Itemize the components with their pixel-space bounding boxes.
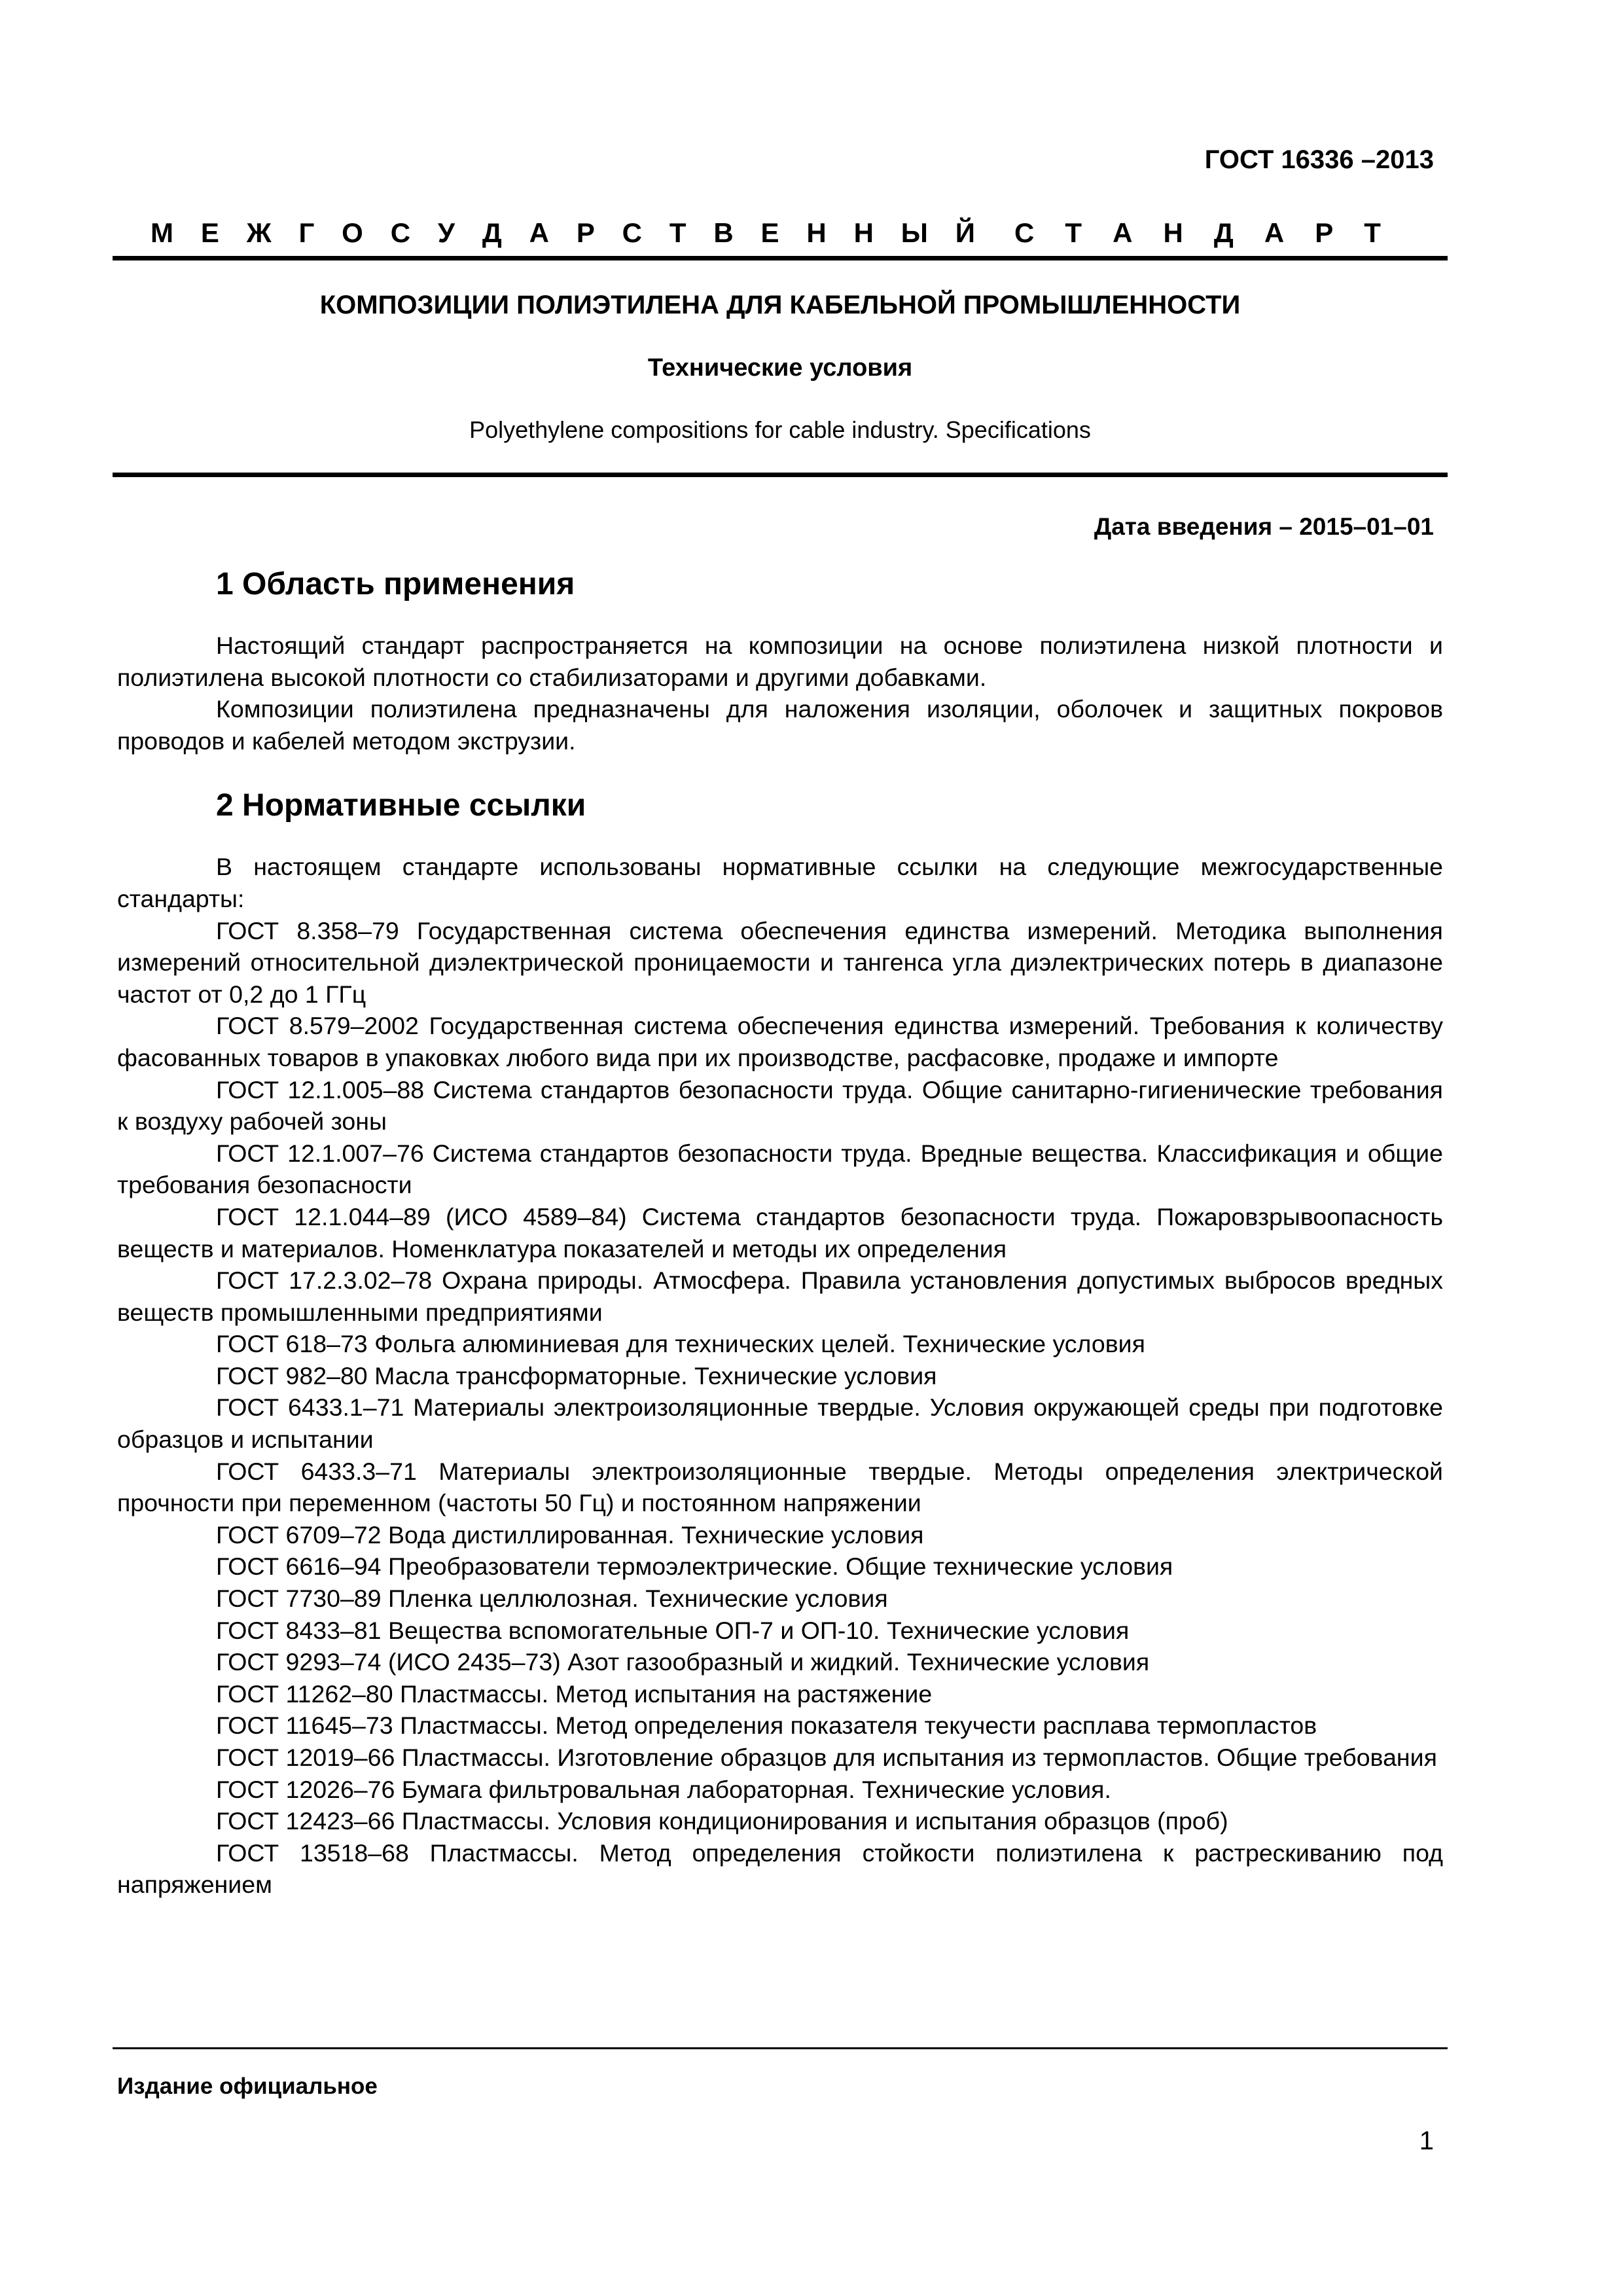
reference-item: ГОСТ 982–80 Масла трансформаторные. Технические условия xyxy=(216,1361,937,1390)
standard-kind-word1: М Е Ж Г О С У Д А Р С Т В Е Н Н Ы Й xyxy=(151,217,975,248)
reference-item: ГОСТ 12026–76 Бумага фильтровальная лабораторная. Технические условия. xyxy=(216,1775,1111,1803)
document-title: КОМПОЗИЦИИ ПОЛИЭТИЛЕНА ДЛЯ КАБЕЛЬНОЙ ПРОМЫШЛЕННОСТИ xyxy=(319,291,1241,319)
document-body xyxy=(117,564,1443,1901)
reference-item: ГОСТ 12019–66 Пластмассы. Изготовление образцов для испытания из термопластов. Общие требования xyxy=(216,1744,1437,1771)
reference-item: ГОСТ 11645–73 Пластмассы. Метод определения показателя текучести расплава термопластов xyxy=(216,1712,1317,1740)
reference-item: ГОСТ 9293–74 (ИСО 2435–73) Азот газообразный и жидкий. Технические условия xyxy=(216,1648,1150,1676)
standard-kind-word2: С Т А Н Д А Р Т xyxy=(1014,217,1381,248)
english-title: Polyethylene compositions for cable industry. Specifications xyxy=(469,416,1091,443)
reference-item: ГОСТ 6709–72 Вода дистиллированная. Технические условия xyxy=(216,1520,924,1549)
header-rule-top xyxy=(113,256,1448,260)
page-number: 1 xyxy=(1419,2126,1434,2155)
reference-item: ГОСТ 13518–68 Пластмассы. Метод определения стойкости полиэтилена к растрескиванию под напряжением xyxy=(117,1839,1443,1899)
reference-item: ГОСТ 12.1.007–76 Система стандартов безопасности труда. Вредные вещества. Классификация и общие требования безопасности xyxy=(117,1139,1443,1199)
reference-item: ГОСТ 6433.3–71 Материалы электроизоляционные твердые. Методы определения электрической прочности при переменном (частоты 50 Гц) и постоянном напряжении xyxy=(117,1457,1443,1517)
reference-item: ГОСТ 12423–66 Пластмассы. Условия кондиционирования и испытания образцов (проб) xyxy=(216,1807,1228,1835)
reference-item: ГОСТ 6433.1–71 Материалы электроизоляционные твердые. Условия окружающей среды при подготовке образцов и испытании xyxy=(117,1393,1443,1454)
reference-item: ГОСТ 8.579–2002 Государственная система обеспечения единства измерений. Требования к количеству фасованных товаров в упаковках любого вида при их производстве, расфасовке, продаже и импорте xyxy=(117,1012,1443,1071)
header-rule-bottom xyxy=(113,473,1448,477)
standard-code: ГОСТ 16336 –2013 xyxy=(1204,145,1434,174)
reference-item: ГОСТ 12.1.005–88 Система стандартов безопасности труда. Общие санитарно-гигиенические требования к воздуху рабочей зоны xyxy=(117,1075,1443,1136)
section-normative-references xyxy=(117,785,1443,1901)
section-scope xyxy=(117,564,1443,757)
reference-item: ГОСТ 8.358–79 Государственная система обеспечения единства измерений. Методика выполнения измерений относительной диэлектрической проницаемости и тангенса угла диэлектрических потерь в диапазоне частот от 0,2 до 1 ГГц xyxy=(117,916,1443,1008)
reference-item: ГОСТ 17.2.3.02–78 Охрана природы. Атмосфера. Правила установления допустимых выбросов вредных веществ промышленными предприятиями xyxy=(117,1266,1443,1326)
section-heading: 2 Нормативные ссылки xyxy=(216,788,586,823)
paragraph: В настоящем стандарте использованы нормативные ссылки на следующие межгосударственные стандарты: xyxy=(117,853,1443,912)
introduction-date: Дата введения – 2015–01–01 xyxy=(1094,513,1434,540)
edition-label: Издание официальное xyxy=(117,2073,378,2099)
footer-rule xyxy=(113,2047,1448,2049)
section-heading: 1 Область применения xyxy=(216,567,575,601)
standard-kind xyxy=(151,217,1381,249)
reference-item: ГОСТ 7730–89 Пленка целлюлозная. Технические условия xyxy=(216,1585,888,1613)
document-subtitle: Технические условия xyxy=(647,354,913,382)
reference-item: ГОСТ 8433–81 Вещества вспомогательные ОП-7 и ОП-10. Технические условия xyxy=(216,1616,1130,1644)
reference-item: ГОСТ 12.1.044–89 (ИСО 4589–84) Система стандартов безопасности труда. Пожаровзрывоопасность веществ и материалов. Номенклатура показателей и методы их определения xyxy=(117,1202,1443,1263)
paragraph: Настоящий стандарт распространяется на композиции на основе полиэтилена низкой плотности и полиэтилена высокой плотности со стабилизаторами и другими добавками. xyxy=(117,632,1443,691)
paragraph: Композиции полиэтилена предназначены для наложения изоляции, оболочек и защитных покровов проводов и кабелей методом экструзии. xyxy=(117,695,1443,755)
reference-item: ГОСТ 618–73 Фольга алюминиевая для технических целей. Технические условия xyxy=(216,1330,1145,1358)
reference-item: ГОСТ 11262–80 Пластмассы. Метод испытания на растяжение xyxy=(216,1679,933,1708)
reference-item: ГОСТ 6616–94 Преобразователи термоэлектрические. Общие технические условия xyxy=(216,1552,1173,1581)
